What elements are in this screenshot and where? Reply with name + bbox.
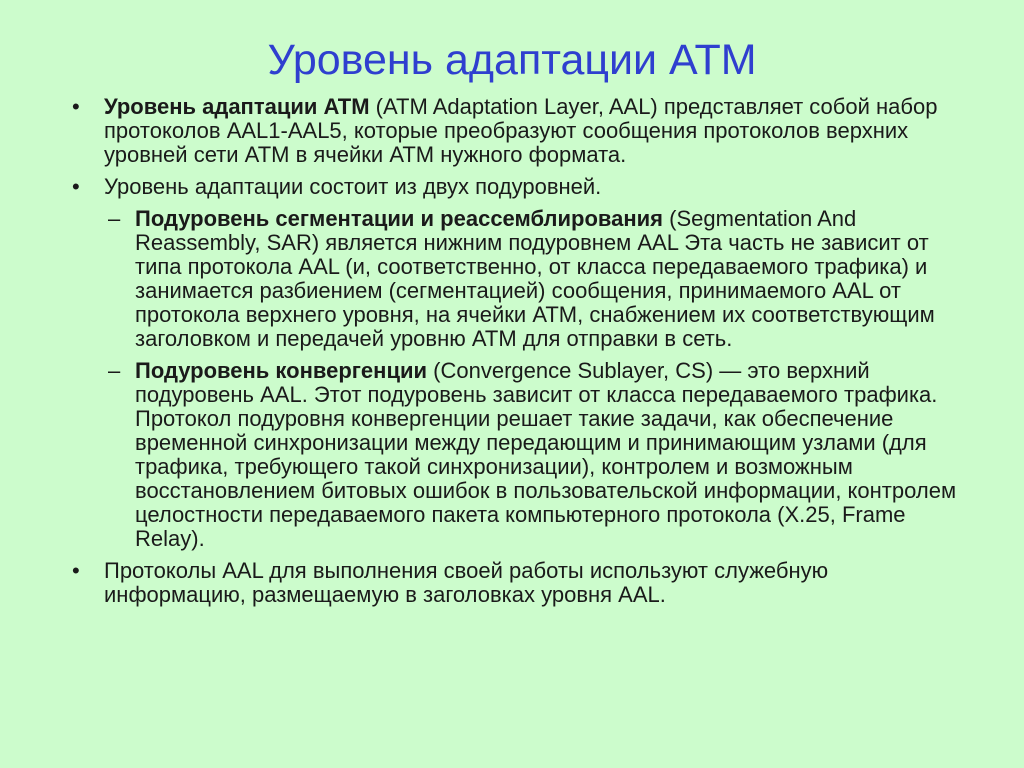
bullet-text: Уровень адаптации состоит из двух подуровней.	[104, 174, 602, 199]
bullet-text: Протоколы AAL для выполнения своей работы используют служебную информацию, размещаемую в заголовках уровня AAL.	[104, 558, 829, 607]
bullet-text: (ATM Adaptation Layer, AAL) представляет собой набор протоколов AAL1-AAL5, которые преобразуют сообщения протоколов верхних уровней сети ATM в ячейки ATM нужного формата.	[104, 94, 938, 167]
bullet-marker: •	[72, 94, 80, 119]
subitem-text: (Segmentation And Reassembly, SAR) является нижним подуровнем AAL Эта часть не зависит от типа протокола AAL (и, соответственно, от класса передаваемого трафика) и занимается разбиением (сегментацией) сообщения, принимаемого AAL от протокола верхнего уровня, на ячейки ATM, снабжением их соответствующим заголовком и передачей уровню ATM для отправки в сеть.	[135, 206, 935, 351]
subitem-sar	[70, 207, 970, 351]
slide-title: Уровень адаптации ATM	[267, 36, 757, 84]
bullet-marker: •	[72, 174, 80, 199]
bullet-sublayers-intro	[70, 175, 970, 199]
subitem-bold-term: Подуровень конвергенции	[135, 358, 428, 383]
dash-marker: –	[108, 206, 121, 231]
bullet-aal-protocols	[70, 559, 970, 607]
bullet-marker: •	[72, 558, 80, 583]
slide-body	[70, 95, 970, 615]
subitem-cs	[70, 359, 970, 551]
bullet-bold-term: Уровень адаптации ATM	[104, 94, 370, 119]
subitem-bold-term: Подуровень сегментации и реассемблирования	[135, 206, 664, 231]
dash-marker: –	[108, 358, 121, 383]
subitem-text: (Convergence Sublayer, CS) — это верхний подуровень AAL. Этот подуровень зависит от класса передаваемого трафика. Протокол подуровня конвергенции решает такие задачи, как обеспечение временной синхронизации между передающим и принимающим узлами (для трафика, требующего такой синхронизации), контролем и возможным восстановлением битовых ошибок в пользовательской информации, контролем целостности передаваемого пакета компьютерного протокола (X.25, Frame Relay).	[135, 358, 957, 551]
bullet-aal-definition	[70, 95, 970, 167]
